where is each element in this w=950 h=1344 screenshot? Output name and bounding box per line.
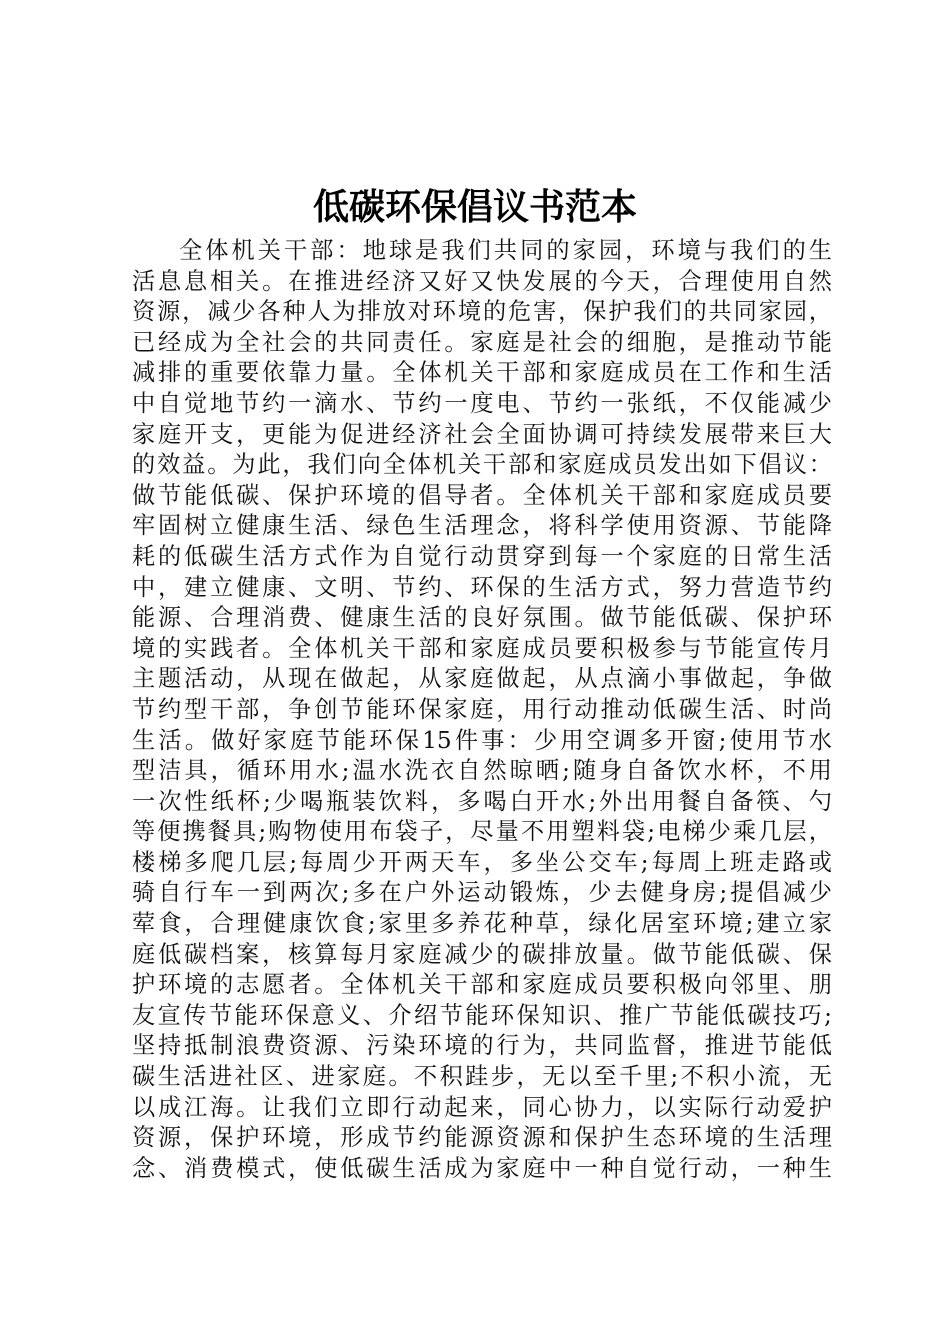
body-line: 念、消费模式，使低碳生活成为家庭中一种自觉行动，一种生 [132,1154,832,1182]
body-line: 能源、合理消费、健康生活的良好氛围。做节能低碳、保护环 [132,604,832,632]
body-line: 活息息相关。在推进经济又好又快发展的今天，合理使用自然 [132,267,832,295]
body-line: 节约型干部，争创节能环保家庭，用行动推动低碳生活、时尚 [132,695,832,723]
body-line: 已经成为全社会的共同责任。家庭是社会的细胞，是推动节能 [132,328,832,356]
body-line: 资源，保护环境，形成节约能源资源和保护生态环境的生活理 [132,1124,832,1152]
body-line: 坚持抵制浪费资源、污染环境的行为，共同监督，推进节能低 [132,1032,832,1060]
body-line: 荤食，合理健康饮食;家里多养花种草，绿化居室环境;建立家 [132,910,832,938]
body-line: 型洁具，循环用水;温水洗衣自然晾晒;随身自备饮水杯，不用 [132,757,832,785]
body-line: 主题活动，从现在做起，从家庭做起，从点滴小事做起，争做 [132,665,832,693]
document-title: 低碳环保倡议书范本 [312,187,637,228]
document-body [132,236,832,1184]
body-line: 以成江海。让我们立即行动起来，同心协力，以实际行动爱护 [132,1093,832,1121]
body-line: 护环境的志愿者。全体机关干部和家庭成员要积极向邻里、朋 [132,971,832,999]
body-line: 资源，减少各种人为排放对环境的危害，保护我们的共同家园， [132,298,832,326]
body-line: 耗的低碳生活方式作为自觉行动贯穿到每一个家庭的日常生活 [132,542,832,570]
body-line: 牢固树立健康生活、绿色生活理念，将科学使用资源、节能降 [132,512,832,540]
body-line: 中，建立健康、文明、节约、环保的生活方式，努力营造节约 [132,573,832,601]
body-line: 家庭开支，更能为促进经济社会全面协调可持续发展带来巨大 [132,420,832,448]
body-line: 全体机关干部：地球是我们共同的家园，环境与我们的生 [179,237,832,264]
body-line: 楼梯多爬几层;每周少开两天车，多坐公交车;每周上班走路或 [132,848,832,876]
body-line: 减排的重要依靠力量。全体机关干部和家庭成员在工作和生活 [132,359,832,387]
body-line: 等便携餐具;购物使用布袋子，尽量不用塑料袋;电梯少乘几层， [132,818,832,846]
body-line: 庭低碳档案，核算每月家庭减少的碳排放量。做节能低碳、保 [132,940,832,968]
body-line: 中自觉地节约一滴水、节约一度电、节约一张纸，不仅能减少 [132,389,832,417]
body-line: 做节能低碳、保护环境的倡导者。全体机关干部和家庭成员要 [132,481,832,509]
body-line: 的效益。为此，我们向全体机关干部和家庭成员发出如下倡议： [132,451,832,479]
body-line: 生活。做好家庭节能环保15件事：少用空调多开窗;使用节水 [132,726,832,754]
body-line: 碳生活进社区、进家庭。不积跬步，无以至千里;不积小流，无 [132,1063,832,1091]
body-line: 境的实践者。全体机关干部和家庭成员要积极参与节能宣传月 [132,634,832,662]
body-line: 骑自行车一到两次;多在户外运动锻炼，少去健身房;提倡减少 [132,879,832,907]
body-line: 一次性纸杯;少喝瓶装饮料，多喝白开水;外出用餐自备筷、勺 [132,787,832,815]
body-line: 友宣传节能环保意义、介绍节能环保知识、推广节能低碳技巧; [132,1001,832,1029]
